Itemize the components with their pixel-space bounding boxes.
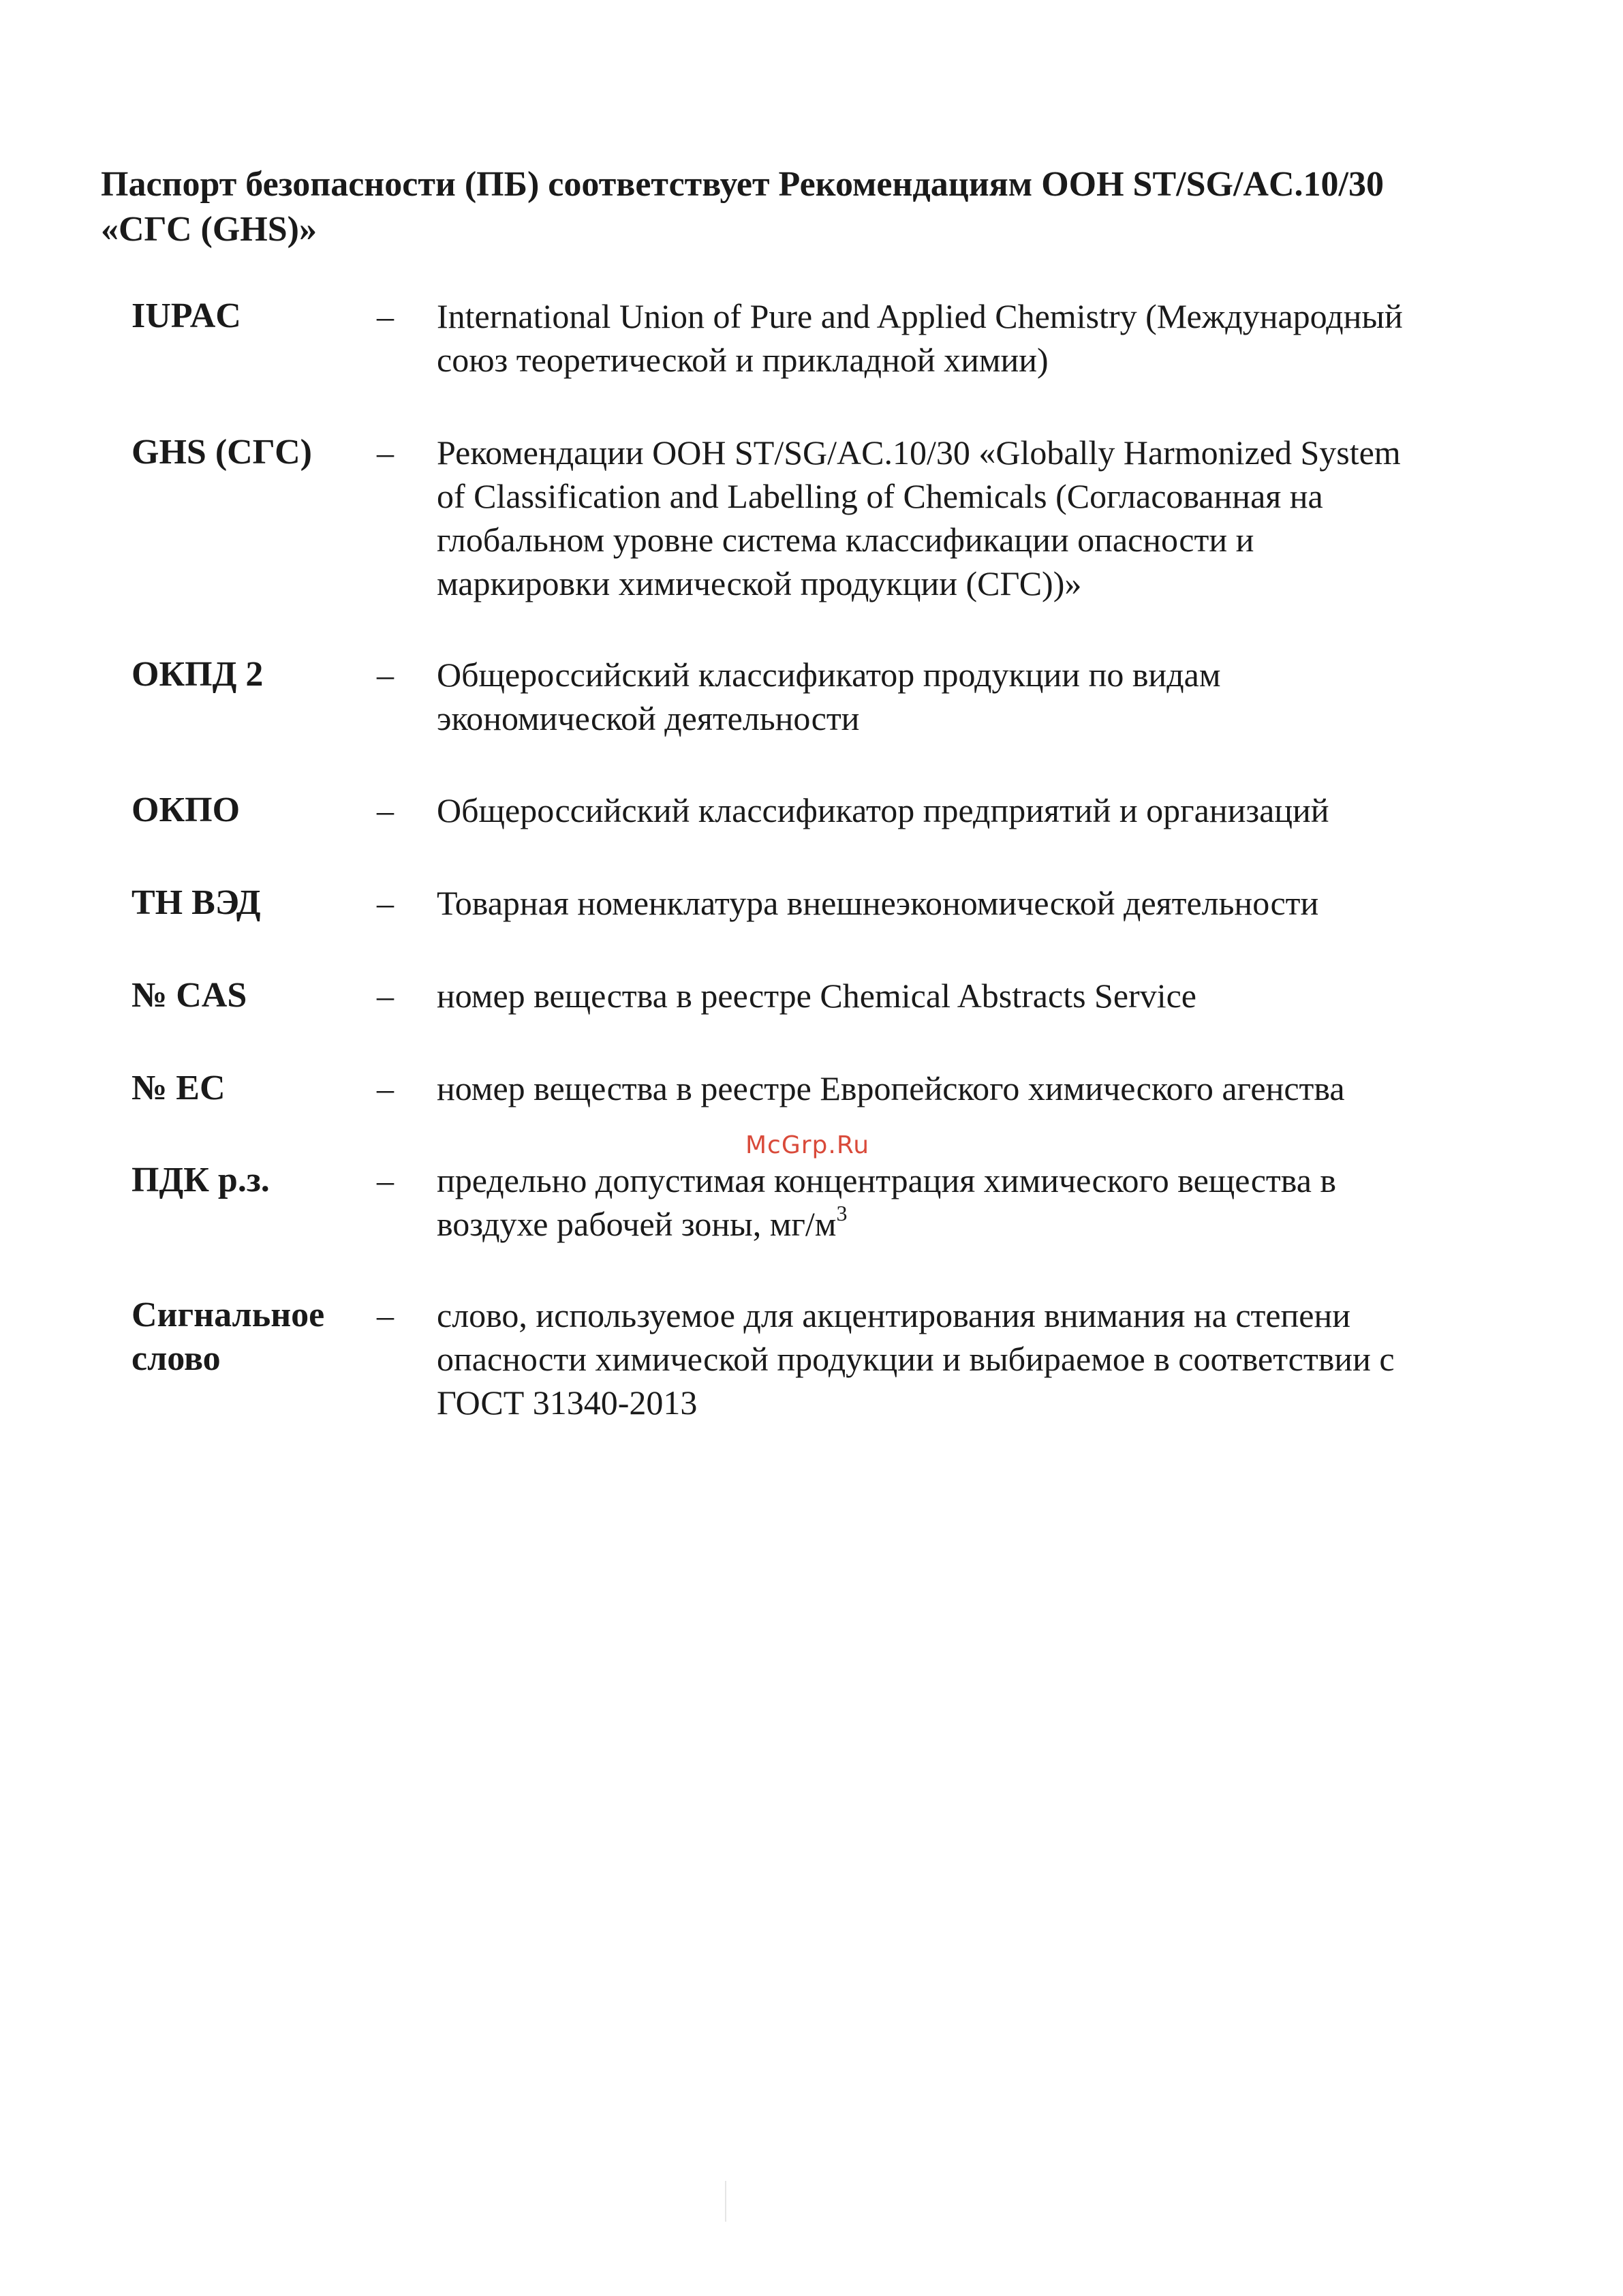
dash-separator: – — [377, 656, 394, 694]
definition-line: Общероссийский классификатор предприятий и организаций — [437, 791, 1329, 829]
abbreviation-term — [132, 1294, 377, 1381]
definition-line: номер вещества в реестре Европейского химического агенства — [437, 1069, 1345, 1107]
definition-line: of Classification and Labelling of Chemicals (Согласованная на — [437, 477, 1323, 515]
definition-line: International Union of Pure and Applied Chemistry (Международный — [437, 297, 1403, 335]
document-heading — [101, 162, 1532, 252]
abbreviation-term: № CAS — [132, 976, 247, 1015]
heading-line-1: Паспорт безопасности (ПБ) соответствует Рекомендациям ООН ST/SG/AC.10/30 — [101, 165, 1384, 204]
definition-line: Общероссийский классификатор продукции по видам — [437, 656, 1221, 694]
definition-line: маркировки химической продукции (СГС))» — [437, 564, 1082, 602]
definition-line — [437, 1202, 1527, 1246]
definition-line: Товарная номенклатура внешнеэкономической деятельности — [437, 884, 1319, 922]
abbreviation-term: ОКПД 2 — [132, 655, 264, 694]
unit-superscript: 3 — [836, 1201, 848, 1226]
abbreviation-definition — [437, 653, 1527, 740]
abbreviation-term: GHS (СГС) — [132, 433, 312, 472]
definition-line: ГОСТ 31340-2013 — [437, 1383, 698, 1422]
abbreviation-definition — [437, 789, 1527, 832]
dash-separator: – — [377, 1161, 394, 1199]
definition-line-text: воздухе рабочей зоны, мг/м — [437, 1205, 837, 1243]
definition-line: союз теоретической и прикладной химии) — [437, 341, 1049, 379]
dash-separator: – — [377, 1069, 394, 1107]
abbreviation-term: IUPAC — [132, 296, 241, 335]
abbreviation-definition — [437, 1159, 1527, 1246]
definition-line: опасности химической продукции и выбираемое в соответствии с — [437, 1340, 1395, 1378]
definition-line: предельно допустимая концентрация химического вещества в — [437, 1161, 1336, 1199]
abbreviation-definition — [437, 431, 1527, 605]
abbreviation-definition — [437, 1067, 1527, 1110]
dash-separator: – — [377, 433, 394, 472]
definition-line: номер вещества в реестре Chemical Abstracts Service — [437, 977, 1196, 1015]
dash-separator: – — [377, 884, 394, 922]
definition-line: Рекомендации ООН ST/SG/AC.10/30 «Globally Harmonized System — [437, 433, 1401, 472]
dash-separator: – — [377, 297, 394, 335]
heading-line-2: «СГС (GHS)» — [101, 210, 317, 249]
abbreviation-term: ПДК р.з. — [132, 1161, 270, 1199]
term-line: слово — [132, 1339, 221, 1378]
definition-line: слово, используемое для акцентирования внимания на степени — [437, 1296, 1351, 1334]
dash-separator: – — [377, 791, 394, 829]
abbreviation-term: ОКПО — [132, 791, 241, 829]
definition-line: глобальном уровне система классификации опасности и — [437, 521, 1254, 559]
abbreviation-definition — [437, 974, 1527, 1017]
definition-line: экономической деятельности — [437, 699, 860, 737]
dash-separator: – — [377, 977, 394, 1015]
abbreviation-definition — [437, 294, 1527, 382]
scan-artifact — [725, 2181, 726, 2222]
term-line: Сигнальное — [132, 1296, 325, 1334]
abbreviation-definition — [437, 881, 1527, 925]
abbreviation-term: ТН ВЭД — [132, 883, 261, 922]
abbreviation-definition — [437, 1294, 1527, 1424]
dash-separator: – — [377, 1296, 394, 1334]
watermark-text: McGrp.Ru — [745, 1131, 870, 1159]
abbreviation-term: № ЕС — [132, 1069, 226, 1107]
